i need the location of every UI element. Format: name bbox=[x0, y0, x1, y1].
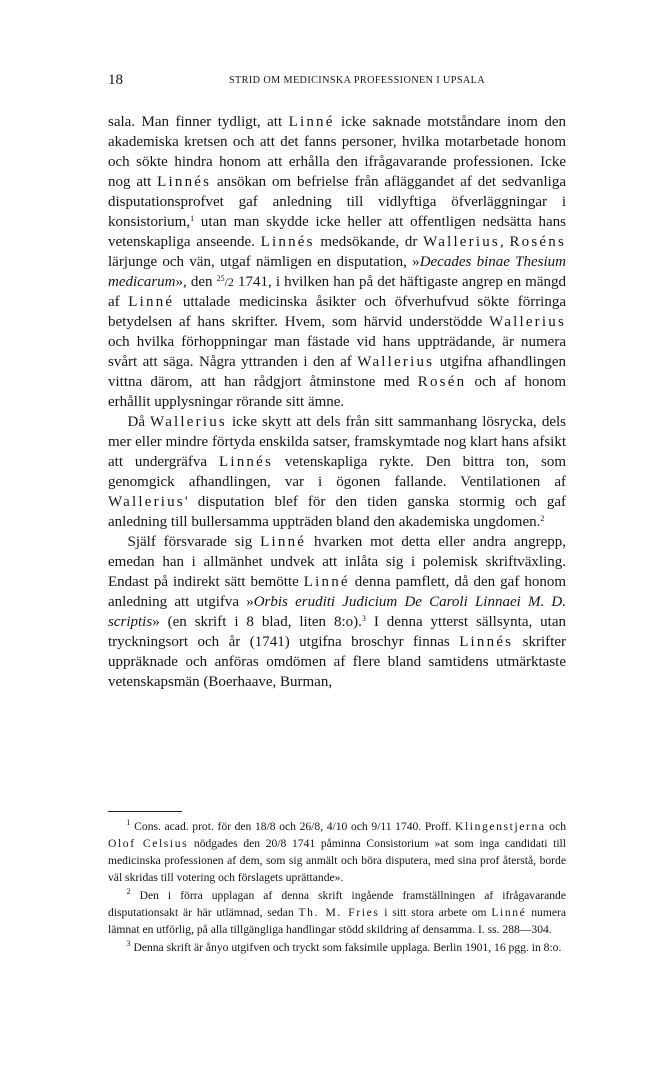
fraction-denominator: /2 bbox=[224, 275, 234, 289]
footnote-3 bbox=[108, 939, 566, 956]
text-run: 1740. Proff. bbox=[391, 820, 455, 833]
date-fraction: 20/8 bbox=[265, 837, 287, 850]
person-name: Klingenstjerna bbox=[455, 820, 546, 833]
text-run: icke saknade motståndare inom den akademiska kretsen och att det fanns personer, hvilka motarbetade honom och sökte hindra honom att erhålla den ifrågavarande professionen. Icke nog att bbox=[108, 114, 566, 190]
text-run: utan man skydde icke heller att offentligen nedsätta hans vetenskapliga anseende. bbox=[108, 214, 566, 250]
text-run: 1741 påminna Consistorium »at som inga candidati till medicinska professionen af dem, som sig anmält och böra disputera, med sina prof återstå, borde väl skridas till votering och förslagets uprättande». bbox=[108, 837, 566, 884]
person-name: Linné bbox=[128, 294, 175, 310]
footnote-ref-1: 1 bbox=[190, 214, 195, 223]
text-run: 1741, i hvilken han på det häftigaste angrep en mängd af bbox=[108, 274, 566, 310]
footnotes bbox=[108, 811, 566, 957]
work-title: Orbis eruditi Judicium De Caroli Linnaei M. D. scriptis bbox=[108, 594, 566, 630]
text-run: och af honom erhållit upplysningar rörande sitt ämne. bbox=[108, 374, 566, 410]
text-run: I denna ytterst sällsynta, utan tryckningsort och år (1741) utgifna broschyr finnas bbox=[108, 614, 566, 650]
person-name: Linné bbox=[491, 906, 527, 919]
person-name: Olof Celsius bbox=[108, 837, 189, 850]
paragraph-1 bbox=[108, 112, 566, 412]
person-name: Roséns bbox=[509, 234, 566, 250]
page-header bbox=[108, 70, 566, 92]
work-title: Decades binae Thesium medicarum bbox=[108, 254, 566, 290]
person-name: Wallerius bbox=[108, 494, 185, 510]
person-name: Linnés bbox=[218, 454, 274, 470]
footnote-ref-2: 2 bbox=[540, 514, 545, 523]
text-run: , bbox=[320, 820, 327, 833]
text-run: och hvilka förhoppningar man fästade vid hans uppträdande, är numera svårt att säga. Några yttranden i den af bbox=[108, 334, 566, 370]
person-name: Linnés bbox=[157, 174, 212, 190]
person-name: Wallerius bbox=[489, 314, 566, 330]
date-fraction bbox=[217, 275, 234, 289]
person-name: Linné bbox=[303, 574, 350, 590]
text-run: medsökande, dr bbox=[314, 234, 424, 250]
text-run: , bbox=[499, 234, 510, 250]
text-run: skrifter uppräknade och anföras omdömen af flere bland samtidens utmärktaste vetenskapsmän (Boerhaave, Burman, bbox=[108, 634, 566, 690]
person-name: Wallerius bbox=[357, 354, 435, 370]
text-run: lärjunge och vän, utgaf nämligen en disputation, » bbox=[108, 254, 420, 270]
text-run: ansökan om befrielse från afläggandet af det sedvanliga disputationsprofvet gaf anledning till vidlyftiga öfverläggningar i konsistorium, bbox=[108, 174, 566, 230]
footnote-mark: 1 bbox=[126, 818, 131, 827]
person-name: Linné bbox=[260, 534, 307, 550]
text-run: Cons. acad. prot. för den bbox=[130, 820, 255, 833]
footnote-2 bbox=[108, 887, 566, 938]
text-run: Den i förra upplagan af denna skrift ingående framställningen af ifrågavarande disputationsakt är här utlämnad, sedan bbox=[108, 889, 566, 919]
footnote-mark: 2 bbox=[126, 887, 131, 896]
text-run: sala. Man finner tydligt, att bbox=[108, 114, 289, 130]
fraction-numerator: 25 bbox=[216, 274, 225, 283]
text-run: ' disputation blef för den tiden ganska stormig och gaf anledning till bullersamma uppträden bland den akademiska ungdomen. bbox=[108, 494, 566, 530]
footnote-1 bbox=[108, 818, 566, 886]
running-head: STRID OM MEDICINSKA PROFESSIONEN I UPSALA bbox=[228, 75, 486, 86]
person-name: Wallerius bbox=[423, 234, 500, 250]
body-text bbox=[108, 112, 566, 692]
person-name: Wallerius bbox=[150, 414, 227, 430]
text-run: », den bbox=[175, 274, 217, 290]
date-fraction: 18/8 bbox=[254, 820, 276, 833]
footnote-mark: 3 bbox=[126, 939, 131, 948]
date-fraction: 26/8 bbox=[299, 820, 321, 833]
page-number: 18 bbox=[108, 72, 123, 88]
person-name: Linné bbox=[288, 114, 335, 130]
text-run: i sitt stora arbete om bbox=[379, 906, 492, 919]
person-name: Th. M. Fries bbox=[298, 906, 380, 919]
text-run: numera lämnat en utförlig, på alla tillgängliga handlingar stödd skildring af densamma. I. ss. 288—304. bbox=[108, 906, 566, 936]
text-run: icke skytt att dels från sitt sammanhang lösrycka, dels mer eller mindre förtyda enskilda satser, framskymtade nog klart hans afsikt att undergräfva bbox=[108, 414, 566, 470]
text-run: Då bbox=[127, 414, 151, 430]
person-name: Rosén bbox=[417, 374, 467, 390]
footnote-divider bbox=[108, 811, 182, 812]
person-name: Linnés bbox=[260, 234, 315, 250]
text-run: » (en skrift i 8 blad, liten 8:o). bbox=[152, 614, 362, 630]
text-run: utgifna afhandlingen vittna därom, att han rådgjort åtminstone med bbox=[108, 354, 567, 390]
text-run: uttalade medicinska åsikter och öfverhufvud sökte förringa betydelsen af hans skrifter. Hvem, som härvid understödde bbox=[108, 294, 567, 330]
text-run: och bbox=[347, 820, 372, 833]
text-run: och bbox=[275, 820, 300, 833]
date-fraction: 4/10 bbox=[326, 820, 348, 833]
text-run: hvarken mot detta eller andra angrepp, emedan han i allmänhet undvek att inlåta sig i polemisk skriftväxling. Endast på indirekt sätt bemötte bbox=[108, 534, 567, 590]
text-run: nödgades den bbox=[188, 837, 266, 850]
text-run: denna pamflett, då den gaf honom anledning att utgifva » bbox=[108, 574, 566, 610]
paragraph-2 bbox=[108, 412, 566, 532]
text-run: Själf försvarade sig bbox=[127, 534, 261, 550]
footnote-ref-3: 3 bbox=[361, 614, 366, 623]
date-fraction: 9/11 bbox=[371, 820, 392, 833]
text-run: vetenskapliga rykte. Den bittra ton, som genomgick afhandlingen, var i ögonen fallande. Ventilationen af bbox=[108, 454, 567, 490]
text-run: Denna skrift är ånyo utgifven och tryckt som faksimile upplaga. Berlin 1901, 16 pgg. in 8:o. bbox=[130, 941, 562, 954]
paragraph-3 bbox=[108, 532, 566, 692]
text-run: och bbox=[545, 820, 567, 833]
person-name: Linnés bbox=[459, 634, 514, 650]
